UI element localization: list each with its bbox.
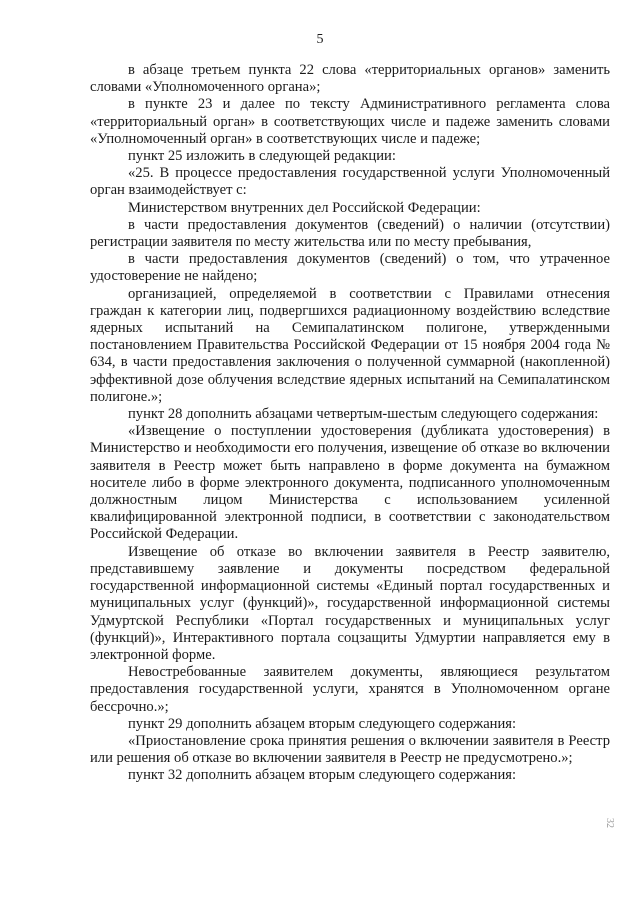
paragraph-2: в пункте 23 и далее по тексту Административного регламента слова «территориальный орган» в соответствующих числе и падеже заменить словами «Уполномоченный орган» в соответствующих числе и падеже; (90, 96, 610, 147)
paragraph-10: «Извещение о поступлении удостоверения (дубликата удостоверения) в Министерство и необходимости его получения, извещение об отказе во включении заявителя в Реестр может быть направлено в форме документа на бумажном носителе либо в форме электронного документа, подписанного уполномоченным должностным лицом Министерства с использованием усиленной квалифицированной электронной подписи, в соответствии с законодательством Российской Федерации. (90, 423, 610, 543)
paragraph-8: организацией, определяемой в соответствии с Правилами отнесения граждан к категории лиц, подвергшихся радиационному воздействию вследствие ядерных испытаний на Семипалатинском полигоне, утвержденными постановлением Правительства Российской Федерации от 15 ноября 2004 года № 634, в части предоставления заключения о полученной суммарной (накопленной) эффективной дозе облучения вследствие ядерных испытаний на Семипалатинском полигоне.»; (90, 285, 610, 405)
paragraph-11: Извещение об отказе во включении заявителя в Реестр заявителю, представившему заявление и документы посредством федеральной государственной информационной системы «Единый портал государственных и муниципальных услуг (функций)», государственной информационной системы Удмуртской Республики «Портал государственных и муниципальных услуг (функций)», Интерактивного портала соцзащиты Удмуртии направляется ему в электронной форме. (90, 543, 610, 663)
corner-mark: 32 (604, 818, 615, 828)
paragraph-13: пункт 29 дополнить абзацем вторым следующего содержания: (128, 715, 517, 732)
paragraph-14: «Приостановление срока принятия решения о включении заявителя в Реестр или решения об отказе во включении заявителя в Реестр не предусмотрено.»; (90, 732, 610, 767)
paragraph-4: «25. В процессе предоставления государственной услуги Уполномоченный орган взаимодействует с: (90, 165, 610, 199)
paragraph-3: пункт 25 изложить в следующей редакции: (128, 148, 396, 165)
paragraph-6: в части предоставления документов (сведений) о наличии (отсутствии) регистрации заявителя по месту жительства или по месту пребывания, (90, 216, 610, 251)
paragraph-12: Невостребованные заявителем документы, являющиеся результатом предоставления государственной услуги, хранятся в Уполномоченном органе бессрочно.»; (90, 664, 610, 715)
paragraph-15: пункт 32 дополнить абзацем вторым следующего содержания: (128, 767, 517, 784)
paragraph-7: в части предоставления документов (сведений) о том, что утраченное удостоверение не найдено; (90, 251, 610, 285)
page-number: 5 (316, 32, 324, 47)
paragraph-1: в абзаце третьем пункта 22 слова «территориальных органов» заменить словами «Уполномоченного органа»; (90, 62, 610, 96)
document-body (90, 62, 610, 785)
paragraph-5: Министерством внутренних дел Российской Федерации: (128, 199, 481, 216)
paragraph-9: пункт 28 дополнить абзацами четвертым-шестым следующего содержания: (128, 406, 599, 423)
